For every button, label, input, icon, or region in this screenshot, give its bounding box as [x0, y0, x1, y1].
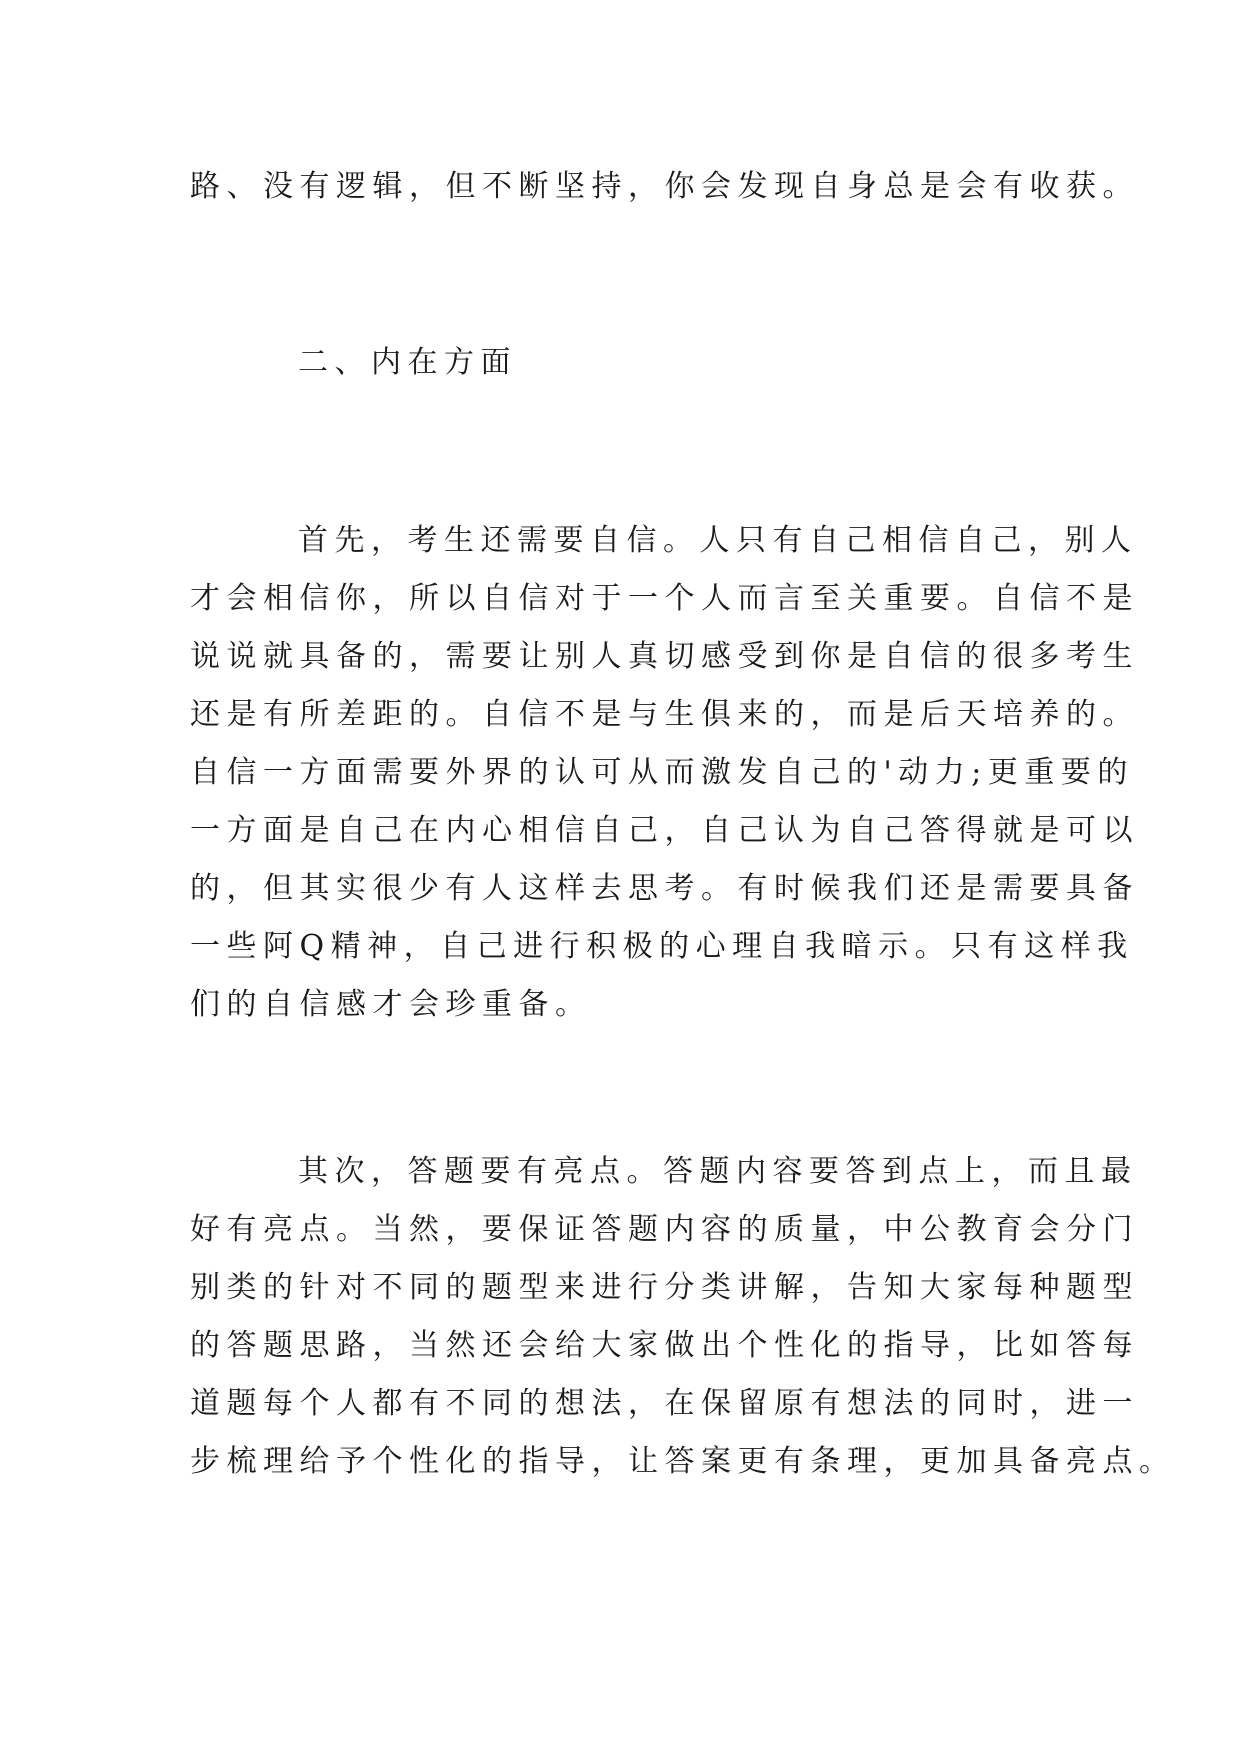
paragraph-line: 好有亮点。当然，要保证答题内容的质量，中公教育会分门	[190, 1212, 1139, 1247]
paragraph-line: 道题每个人都有不同的想法，在保留原有想法的同时，进一	[190, 1386, 1139, 1421]
paragraph-line: 一方面是自己在内心相信自己，自己认为自己答得就是可以	[190, 813, 1139, 848]
paragraph-line: 自信一方面需要外界的认可从而激发自己的'动力;更重要的	[190, 755, 1134, 790]
paragraph-line: 别类的针对不同的题型来进行分类讲解，告知大家每种题型	[190, 1270, 1139, 1305]
paragraph-line: 说说就具备的，需要让别人真切感受到你是自信的很多考生	[190, 639, 1139, 674]
continued-paragraph	[190, 158, 1139, 216]
paragraph-line: 一些阿Q精神，自己进行积极的心理自我暗示。只有这样我	[190, 929, 1134, 964]
section-heading: 二、内在方面	[298, 345, 517, 380]
paragraph-line: 步梳理给予个性化的指导，让答案更有条理，更加具备亮点。	[190, 1444, 1176, 1479]
paragraph-line: 的答题思路，当然还会给大家做出个性化的指导，比如答每	[190, 1328, 1139, 1363]
paragraph-line: 们的自信感才会珍重备。	[190, 987, 592, 1022]
paragraph-line: 的，但其实很少有人这样去思考。有时候我们还是需要具备	[190, 871, 1139, 906]
paragraph-line: 其次，答题要有亮点。答题内容要答到点上，而且最	[298, 1154, 1138, 1189]
paragraph-line: 路、没有逻辑，但不断坚持，你会发现自身总是会有收获。	[190, 169, 1139, 204]
paragraph-line: 首先，考生还需要自信。人只有自己相信自己，别人	[298, 523, 1138, 558]
paragraph-line: 才会相信你，所以自信对于一个人而言至关重要。自信不是	[190, 581, 1139, 616]
section-heading-block	[190, 334, 1070, 392]
paragraph-line: 还是有所差距的。自信不是与生俱来的，而是后天培养的。	[190, 697, 1139, 732]
paragraph-confidence	[190, 512, 1139, 1034]
paragraph-highlights	[190, 1143, 1176, 1491]
